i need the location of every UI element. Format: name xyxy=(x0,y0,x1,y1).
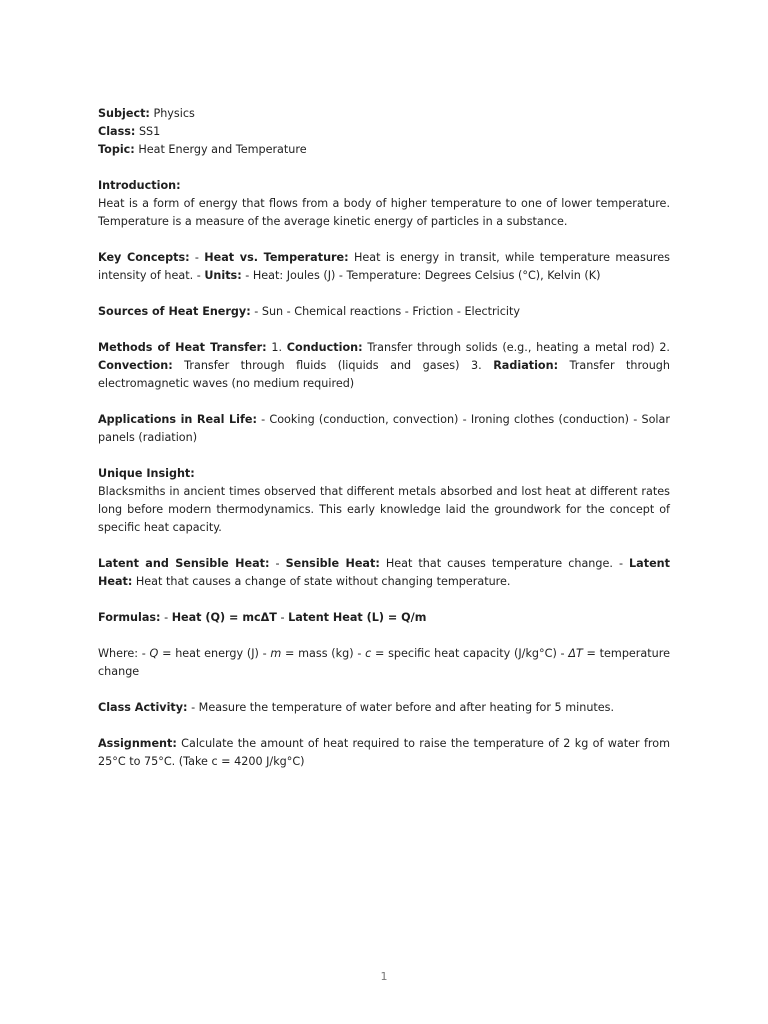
latent-sensible-heading: Latent and Sensible Heat: xyxy=(98,557,270,570)
assignment-heading: Assignment: xyxy=(98,737,177,750)
class-line xyxy=(98,123,670,141)
lesson-header xyxy=(98,105,670,159)
symbol-delta-t-text: = temperature change xyxy=(98,647,670,678)
class-activity-text: - Measure the temperature of water before and after heating for 5 minutes. xyxy=(187,701,615,714)
lesson-note-page xyxy=(98,105,670,789)
latent-sensible-section xyxy=(98,555,670,591)
formulas-section xyxy=(98,609,670,627)
topic-value: Heat Energy and Temperature xyxy=(138,143,307,156)
formulas-heading: Formulas: xyxy=(98,611,161,624)
where-prefix: Where: - xyxy=(98,647,150,660)
radiation-label: Radiation: xyxy=(493,359,559,372)
topic-label: Topic: xyxy=(98,143,135,156)
sources-text: - Sun - Chemical reactions - Friction - Electricity xyxy=(250,305,521,318)
topic-line xyxy=(98,141,670,159)
convection-label: Convection: xyxy=(98,359,173,372)
sources-heading: Sources of Heat Energy: xyxy=(98,305,251,318)
subject-label: Subject: xyxy=(98,107,150,120)
units-label: Units: xyxy=(204,269,242,282)
convection-text: Transfer through fluids (liquids and gases) 3. xyxy=(172,359,494,372)
key-concepts-section xyxy=(98,249,670,285)
symbol-c: c xyxy=(365,647,372,660)
symbol-q: Q xyxy=(149,647,159,660)
class-activity-section xyxy=(98,699,670,717)
latent-heat-formula: Latent Heat (L) = Q/m xyxy=(288,611,427,624)
symbol-m-text: = mass (kg) - xyxy=(281,647,366,660)
insight-heading: Unique Insight: xyxy=(98,467,195,480)
latent-sensible-separator: - xyxy=(269,557,286,570)
applications-heading: Applications in Real Life: xyxy=(98,413,257,426)
latent-heat-label: Latent Heat: xyxy=(98,557,670,588)
insight-text: Blacksmiths in ancient times observed that different metals absorbed and lost heat at different rates long before modern thermodynamics. This early knowledge laid the groundwork for the concept of specific heat capacity. xyxy=(98,485,670,534)
latent-heat-text: Heat that causes a change of state without changing temperature. xyxy=(132,575,511,588)
formulas-separator-1: - xyxy=(160,611,172,624)
class-value: SS1 xyxy=(138,125,161,138)
heat-vs-temperature-text: Heat is energy in transit, while temperature measures intensity of heat. - xyxy=(98,251,670,282)
assignment-section xyxy=(98,735,670,771)
key-concepts-separator: - xyxy=(189,251,205,264)
subject-line xyxy=(98,105,670,123)
introduction-section xyxy=(98,177,670,231)
methods-number-1: 1. xyxy=(266,341,287,354)
sensible-heat-label: Sensible Heat: xyxy=(285,557,380,570)
page-number: 1 xyxy=(380,970,388,983)
sources-section xyxy=(98,303,670,321)
conduction-label: Conduction: xyxy=(286,341,363,354)
class-activity-heading: Class Activity: xyxy=(98,701,188,714)
symbol-delta-t: ΔT xyxy=(568,647,583,660)
units-text: - Heat: Joules (J) - Temperature: Degrees Celsius (°C), Kelvin (K) xyxy=(241,269,601,282)
where-section xyxy=(98,645,670,681)
insight-section xyxy=(98,465,670,537)
subject-value: Physics xyxy=(153,107,195,120)
class-label: Class: xyxy=(98,125,136,138)
symbol-q-text: = heat energy (J) - xyxy=(158,647,271,660)
conduction-text: Transfer through solids (e.g., heating a metal rod) 2. xyxy=(362,341,670,354)
key-concepts-heading: Key Concepts: xyxy=(98,251,190,264)
sensible-heat-text: Heat that causes temperature change. - xyxy=(379,557,630,570)
heat-formula: Heat (Q) = mcΔT xyxy=(171,611,277,624)
applications-section xyxy=(98,411,670,447)
applications-text: - Cooking (conduction, convection) - Ironing clothes (conduction) - Solar panels (radiation) xyxy=(98,413,670,444)
symbol-c-text: = specific heat capacity (J/kg°C) - xyxy=(371,647,569,660)
symbol-m: m xyxy=(270,647,282,660)
introduction-text: Heat is a form of energy that flows from a body of higher temperature to one of lower temperature. Temperature is a measure of the average kinetic energy of particles in a substance. xyxy=(98,197,670,228)
formulas-separator-2: - xyxy=(276,611,289,624)
methods-heading: Methods of Heat Transfer: xyxy=(98,341,267,354)
methods-section xyxy=(98,339,670,393)
radiation-text: Transfer through electromagnetic waves (no medium required) xyxy=(98,359,670,390)
introduction-heading: Introduction: xyxy=(98,179,181,192)
assignment-text: Calculate the amount of heat required to raise the temperature of 2 kg of water from 25°C to 75°C. (Take c = 4200 J/kg°C) xyxy=(98,737,670,768)
heat-vs-temperature-label: Heat vs. Temperature: xyxy=(204,251,349,264)
